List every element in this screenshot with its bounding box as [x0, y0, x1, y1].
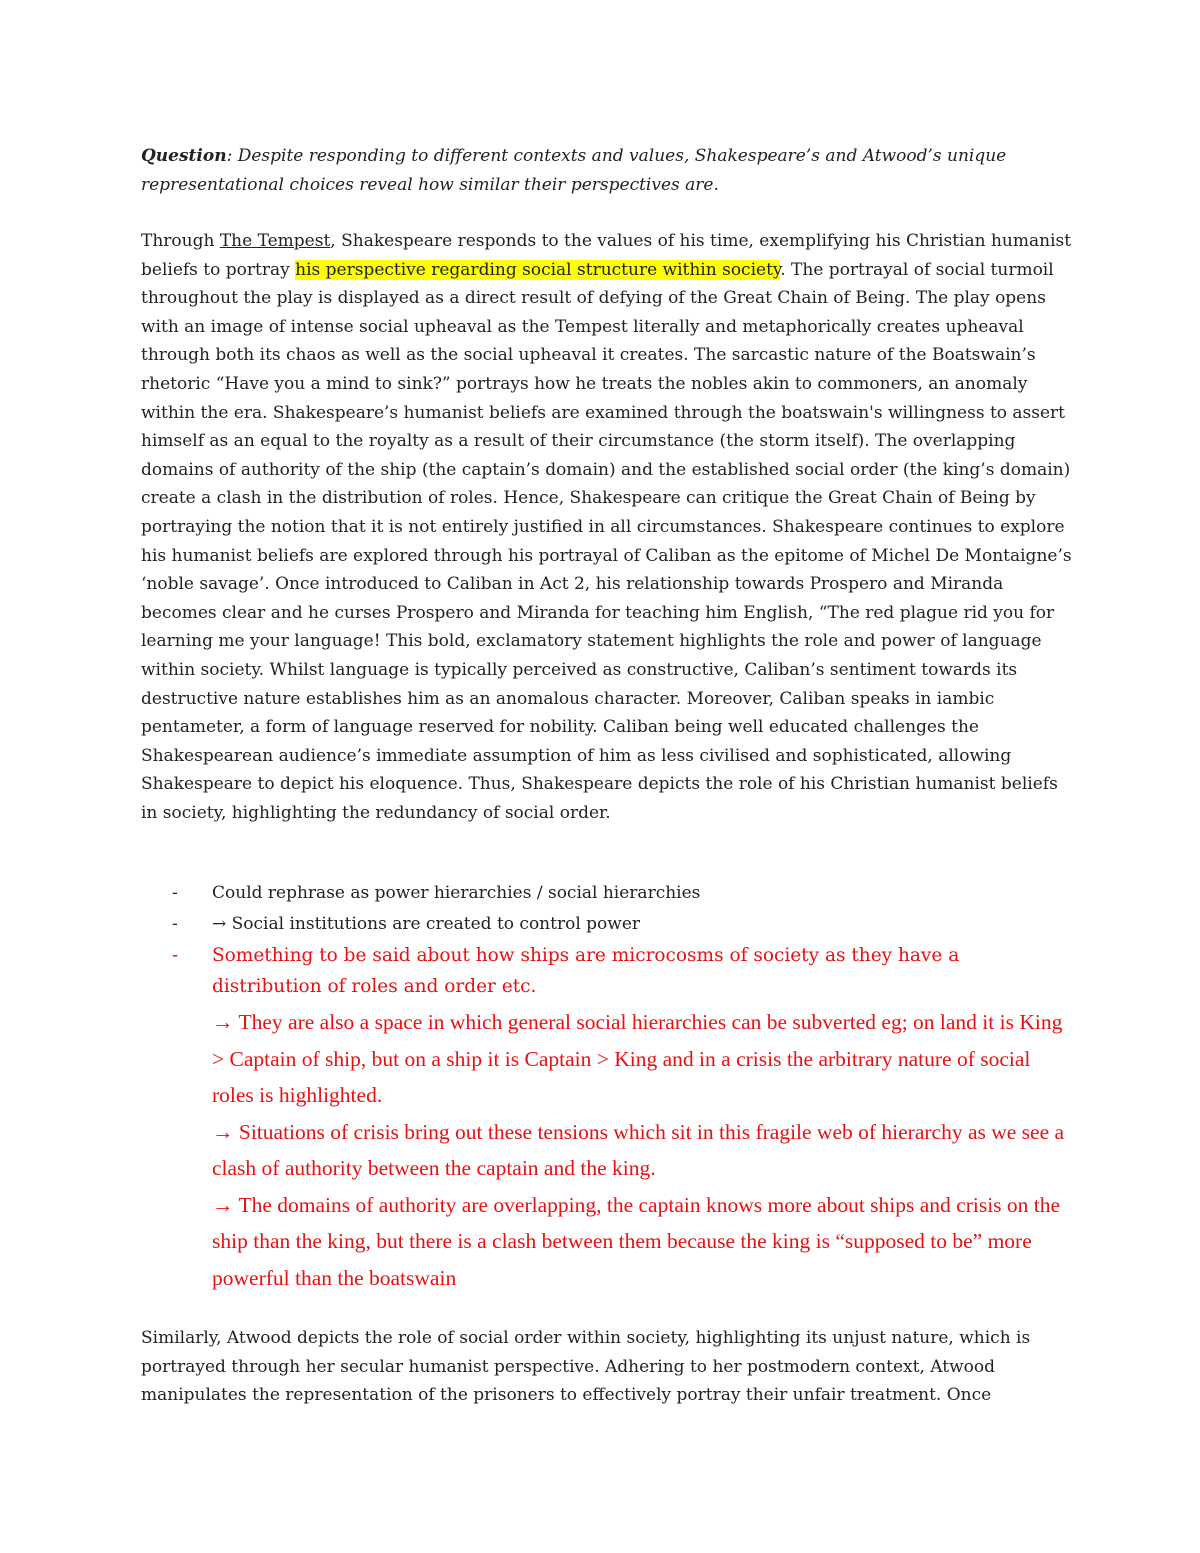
note-item [172, 909, 1072, 940]
question-text: : Despite responding to different contexts and values, Shakespeare’s and Atwood’s unique representational choices reveal how similar their perspectives are. [141, 146, 1007, 195]
note-subpoints [212, 1004, 1072, 1296]
question-label: Question [141, 146, 227, 166]
bullet-dash: - [172, 883, 178, 903]
bullet-dash: - [172, 914, 178, 934]
paragraph-intro: Through [141, 231, 220, 251]
note-text: Could rephrase as power hierarchies / social hierarchies [212, 883, 701, 903]
paragraph-atwood: Similarly, Atwood depicts the role of social order within society, highlighting its unjust nature, which is portrayed through her secular humanist perspective. Adhering to her postmodern context, Atwood manipulates the representation of the prisoners to effectively portray their unfair treatment. Once [141, 1328, 1031, 1406]
note-text: Something to be said about how ships are microcosms of society as they have a distribution of roles and order etc. [212, 945, 960, 997]
note-item [172, 878, 1072, 909]
subpoint: → The domains of authority are overlapping, the captain knows more about ships and crisis on the ship than the king, but there is a clash between them because the king is “supposed to be” more powerful than the boatswain [212, 1192, 1061, 1290]
paragraph-intro-cont: , Shakespeare responds to the values of his time, exemplifying his Christian humanist beliefs to portray [141, 231, 1072, 280]
paragraph-tempest [141, 227, 1076, 827]
note-item-red [172, 940, 1072, 1296]
subpoint: → Situations of crisis bring out these tensions which sit in this fragile web of hierarchy as we see a clash of authority between the captain and the king. [212, 1119, 1065, 1180]
bullet-dash: - [172, 945, 179, 966]
question-prompt [141, 142, 1071, 199]
notes-list [172, 878, 1072, 1296]
subpoint: → They are also a space in which general social hierarchies can be subverted eg; on land it is King > Captain of ship, but on a ship it is Captain > King and in a crisis the arbitrary nature of social roles is highlighted. [212, 1010, 1063, 1107]
paragraph-body: . The portrayal of social turmoil throughout the play is displayed as a direct result of defying of the Great Chain of Being. The play opens with an image of intense social upheaval as the Tempest literally and metaphorically creates upheaval through both its chaos as well as the social upheaval it creates. The sarcastic nature of the Boatswain’s rhetoric “Have you a mind to sink?” portrays how he treats the nobles akin to commoners, an anomaly within the era. Shakespeare’s humanist beliefs are examined through the boatswain's willingness to assert himself as an equal to the royalty as a result of their circumstance (the storm itself). The overlapping domains of authority of the ship (the captain’s domain) and the established social order (the king’s domain) create a clash in the distribution of roles. Hence, Shakespeare can critique the Great Chain of Being by portraying the notion that it is not entirely justified in all circumstances. Shakespeare continues to explore his humanist beliefs are explored through his portrayal of Caliban as the epitome of Michel De Montaigne’s ‘noble savage’. Once introduced to Caliban in Act 2, his relationship towards Prospero and Miranda becomes clear and he curses Prospero and Miranda for teaching him English, “The red plague rid you for learning me your language! This bold, exclamatory statement highlights the role and power of language within society. Whilst language is typically perceived as constructive, Caliban’s sentiment towards its destructive nature establishes him as an anomalous character. Moreover, Caliban speaks in iambic pentameter, a form of language reserved for nobility. Caliban being well educated challenges the Shakespearean audience’s immediate assumption of him as less civilised and sophisticated, allowing Shakespeare to depict his eloquence. Thus, Shakespeare depicts the role of his Christian humanist beliefs in society, highlighting the redundancy of social order. [141, 259, 1072, 823]
play-title: The Tempest [219, 231, 331, 251]
highlighted-phrase: his perspective regarding social structure within society [295, 259, 781, 280]
note-text: → Social institutions are created to control power [212, 914, 641, 934]
